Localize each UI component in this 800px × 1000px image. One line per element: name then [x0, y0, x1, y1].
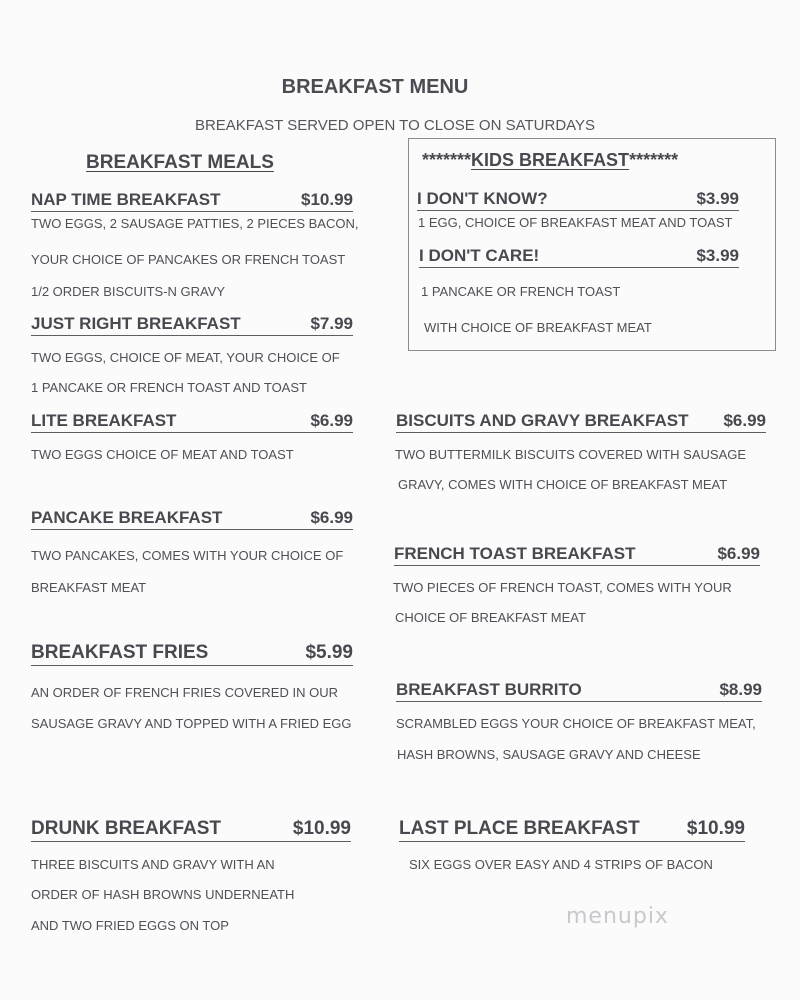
- menu-item: [394, 544, 760, 566]
- item-price: $10.99: [292, 818, 351, 839]
- item-description: TWO PIECES OF FRENCH TOAST, COMES WITH YOUR: [393, 580, 732, 595]
- kids-heading-text: KIDS BREAKFAST: [471, 150, 630, 170]
- item-price: $6.99: [723, 411, 766, 430]
- stars-right: *******: [629, 150, 679, 170]
- menu-item: [396, 680, 762, 702]
- menu-item: [419, 246, 739, 268]
- item-description: SIX EGGS OVER EASY AND 4 STRIPS OF BACON: [409, 857, 713, 872]
- menu-item: [31, 642, 353, 666]
- item-name: I DON'T KNOW?: [417, 189, 548, 208]
- item-price: $10.99: [301, 190, 353, 209]
- menu-title: BREAKFAST MENU: [281, 76, 469, 98]
- item-name: LITE BREAKFAST: [31, 411, 177, 430]
- item-name: DRUNK BREAKFAST: [31, 818, 221, 839]
- item-name: BREAKFAST FRIES: [31, 642, 209, 663]
- menu-item: [399, 818, 745, 842]
- item-description: SAUSAGE GRAVY AND TOPPED WITH A FRIED EGG: [31, 716, 352, 731]
- item-name: PANCAKE BREAKFAST: [31, 508, 223, 527]
- item-description: 1/2 ORDER BISCUITS-N GRAVY: [31, 284, 226, 299]
- item-price: $6.99: [310, 508, 353, 527]
- item-description: THREE BISCUITS AND GRAVY WITH AN: [31, 857, 275, 872]
- item-description: SCRAMBLED EGGS YOUR CHOICE OF BREAKFAST MEAT,: [396, 716, 756, 731]
- item-description: 1 PANCAKE OR FRENCH TOAST AND TOAST: [31, 380, 307, 395]
- item-description: YOUR CHOICE OF PANCAKES OR FRENCH TOAST: [31, 252, 346, 267]
- menu-item: [31, 411, 353, 433]
- breakfast-meals-heading: BREAKFAST MEALS: [86, 152, 274, 173]
- menu-subtitle: BREAKFAST SERVED OPEN TO CLOSE ON SATURDAYS: [194, 117, 596, 134]
- item-description: HASH BROWNS, SAUSAGE GRAVY AND CHEESE: [397, 747, 701, 762]
- item-description: AND TWO FRIED EGGS ON TOP: [31, 918, 229, 933]
- item-description: ORDER OF HASH BROWNS UNDERNEATH: [31, 887, 295, 902]
- item-name: JUST RIGHT BREAKFAST: [31, 314, 241, 333]
- item-price: $10.99: [686, 818, 745, 839]
- menu-item: [417, 189, 739, 211]
- item-price: $6.99: [717, 544, 760, 563]
- item-description: WITH CHOICE OF BREAKFAST MEAT: [424, 320, 652, 335]
- item-description: TWO PANCAKES, COMES WITH YOUR CHOICE OF: [31, 548, 344, 563]
- item-description: TWO EGGS, CHOICE OF MEAT, YOUR CHOICE OF: [31, 350, 340, 365]
- menu-item: [31, 314, 353, 336]
- item-price: $3.99: [696, 189, 739, 208]
- item-description: TWO EGGS, 2 SAUSAGE PATTIES, 2 PIECES BACON,: [31, 216, 359, 231]
- item-price: $5.99: [305, 642, 353, 663]
- item-description: 1 PANCAKE OR FRENCH TOAST: [421, 284, 621, 299]
- item-name: LAST PLACE BREAKFAST: [399, 818, 640, 839]
- item-description: 1 EGG, CHOICE OF BREAKFAST MEAT AND TOAST: [418, 215, 733, 230]
- item-price: $7.99: [310, 314, 353, 333]
- item-name: NAP TIME BREAKFAST: [31, 190, 221, 209]
- stars-left: *******: [422, 150, 472, 170]
- item-name: BREAKFAST BURRITO: [396, 680, 582, 699]
- item-name: I DON'T CARE!: [419, 246, 540, 265]
- menu-item: [31, 818, 351, 842]
- menu-item: [31, 508, 353, 530]
- item-description: TWO BUTTERMILK BISCUITS COVERED WITH SAUSAGE: [395, 447, 747, 462]
- item-price: $3.99: [696, 246, 739, 265]
- menu-item: [31, 190, 353, 212]
- item-description: TWO EGGS CHOICE OF MEAT AND TOAST: [31, 447, 294, 462]
- item-description: BREAKFAST MEAT: [31, 580, 147, 595]
- item-description: AN ORDER OF FRENCH FRIES COVERED IN OUR: [31, 685, 338, 700]
- menu-item: [396, 411, 766, 433]
- item-name: BISCUITS AND GRAVY BREAKFAST: [396, 411, 689, 430]
- item-description: GRAVY, COMES WITH CHOICE OF BREAKFAST MEAT: [398, 477, 728, 492]
- item-description: CHOICE OF BREAKFAST MEAT: [395, 610, 586, 625]
- item-name: FRENCH TOAST BREAKFAST: [394, 544, 636, 563]
- item-price: $6.99: [310, 411, 353, 430]
- item-price: $8.99: [719, 680, 762, 699]
- watermark: menupix: [566, 904, 669, 929]
- kids-breakfast-heading: [422, 150, 678, 171]
